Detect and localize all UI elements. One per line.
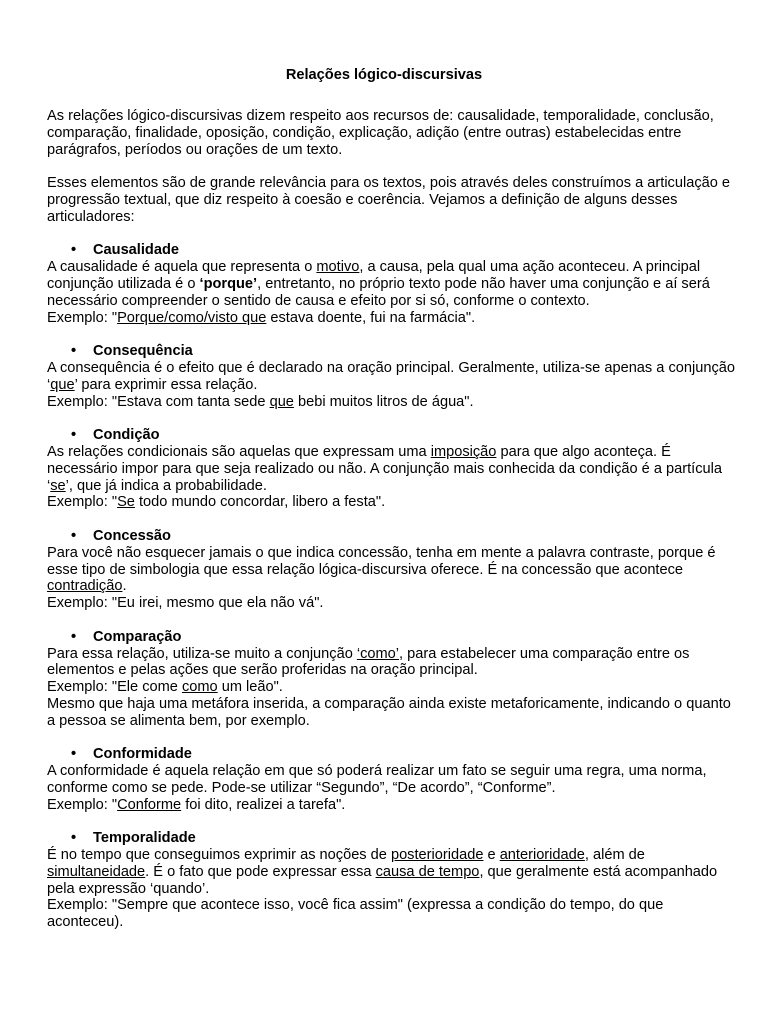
section-example-comparacao: Exemplo: "Ele come como um leão".: [47, 679, 283, 696]
section-heading-consequencia: • Consequência: [71, 343, 193, 360]
bullet-icon: •: [71, 628, 77, 645]
section-text-temporalidade: É no tempo que conseguimos exprimir as noções de posterioridade e anterioridade, além de simultaneidade. É o fato que pode expressar essa causa de tempo, que geralmente está acompanhado pela expressão ‘quando’.: [47, 847, 718, 897]
section-heading-temporalidade: • Temporalidade: [71, 830, 196, 847]
section-text-conformidade: A conformidade é aquela relação em que só poderá realizar um fato se seguir uma regra, uma norma, conforme como se pede. Pode-se utilizar “Segundo”, “De acordo”, “Conforme”.: [47, 763, 707, 796]
section-heading-concessao: • Concessão: [71, 527, 171, 544]
section-example-conformidade: Exemplo: "Conforme foi dito, realizei a tarefa".: [47, 796, 346, 813]
intro-paragraph-1: As relações lógico-discursivas dizem respeito aos recursos de: causalidade, temporalidade, conclusão, comparação, finalidade, oposição, condição, explicação, adição (entre outras) estabelecidas entre parágrafos, períodos ou orações de um texto.: [47, 108, 714, 158]
bullet-icon: •: [71, 746, 77, 763]
bullet-icon: •: [71, 527, 77, 544]
section-text-consequencia: A consequência é o efeito que é declarado na oração principal. Geralmente, utiliza-se apenas a conjunção ‘que’ para exprimir essa relação.: [47, 359, 735, 393]
section-example-temporalidade: Exemplo: "Sempre que acontece isso, você fica assim" (expressa a condição do tempo, do que aconteceu).: [47, 897, 664, 931]
section-example-concessao: Exemplo: "Eu irei, mesmo que ela não vá".: [47, 595, 324, 612]
section-heading-comparacao: • Comparação: [71, 628, 182, 645]
section-heading-causalidade: • Causalidade: [71, 242, 179, 259]
bullet-icon: •: [71, 427, 77, 444]
section-text-condicao: As relações condicionais são aquelas que expressam uma imposição para que algo aconteça. É necessário impor para que seja realizado ou não. A conjunção mais conhecida da condição é a partícula ‘se’, que já indica a probabilidade.: [47, 443, 722, 494]
section-heading-condicao: • Condição: [71, 427, 160, 444]
document-title: Relações lógico-discursivas: [285, 67, 483, 83]
bullet-icon: •: [71, 343, 77, 360]
section-example-causalidade: Exemplo: "Porque/como/visto que estava doente, fui na farmácia".: [47, 309, 476, 326]
section-extra-comparacao: Mesmo que haja uma metáfora inserida, a comparação ainda existe metaforicamente, indicando o quanto a pessoa se alimenta bem, por exemplo.: [47, 695, 731, 729]
bullet-icon: •: [71, 242, 77, 259]
document-body: [47, 108, 737, 931]
section-heading-conformidade: • Conformidade: [71, 746, 192, 763]
bullet-icon: •: [71, 830, 77, 847]
section-example-condicao: Exemplo: "Se todo mundo concordar, libero a festa".: [47, 494, 386, 511]
section-text-causalidade: A causalidade é aquela que representa o motivo, a causa, pela qual uma ação aconteceu. A principal conjunção utilizada é o ‘porque’, entretanto, no próprio texto pode não haver uma conjunção e aí será necessário compreender o sentido de causa e efeito por si só, conforme o contexto.: [47, 259, 710, 309]
section-text-concessao: Para você não esquecer jamais o que indica concessão, tenha em mente a palavra contraste, porque é esse tipo de simbologia que essa relação lógica-discursiva oferece. É na concessão que acontece contradição.: [47, 544, 716, 595]
section-example-consequencia: Exemplo: "Estava com tanta sede que bebi muitos litros de água".: [47, 393, 474, 410]
section-text-comparacao: Para essa relação, utiliza-se muito a conjunção ‘como’, para estabelecer uma comparação entre os elementos e pelas ações que serão proferidas na oração principal.: [47, 645, 690, 679]
intro-paragraph-2: Esses elementos são de grande relevância para os textos, pois através deles construímos a articulação e progressão textual, que diz respeito à coesão e coerência. Vejamos a definição de alguns desses articuladores:: [47, 175, 731, 225]
